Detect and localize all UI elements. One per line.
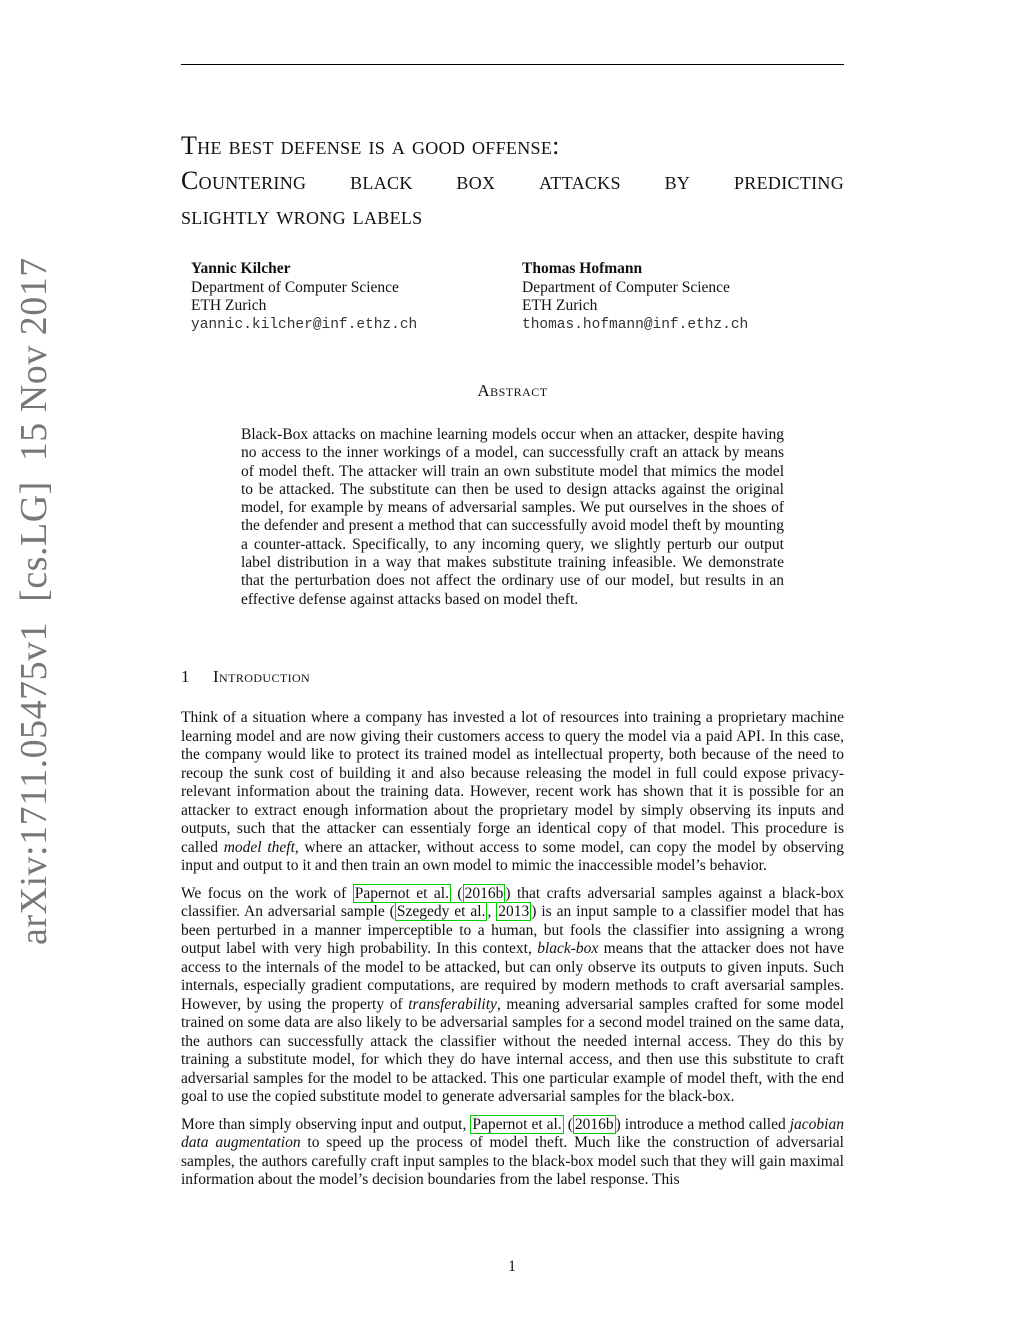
title-line-2: Countering black box attacks by predicting bbox=[181, 166, 844, 195]
emphasis: black-box bbox=[537, 940, 599, 957]
citation-year-link[interactable]: 2013 bbox=[498, 903, 530, 920]
text-run: Think of a situation where a company has invested a lot of resources into training a proprietary machine learning model and are now giving their customers access to query the model via a paid API. In this case, the company would like to protect its trained model as intellectual property, both because of the need to recoup the sunk cost of building it and also because releasing the model in full could expose privacy-relevant information about the training data. However, recent work has shown that it is possible for an attacker to extract enough information about the proprietary model by simply observing its inputs and outputs, such that the attacker can essentialy forge an identical copy of that model. This procedure is called bbox=[181, 709, 844, 856]
author-name: Yannic Kilcher bbox=[191, 260, 291, 277]
author-institution: ETH Zurich bbox=[191, 297, 267, 314]
emphasis: jacobian data augmentation bbox=[181, 1115, 844, 1151]
body-text bbox=[181, 709, 844, 1199]
paper-title bbox=[181, 128, 844, 233]
title-line-1: The best defense is a good offense: bbox=[181, 131, 560, 160]
author-department: Department of Computer Science bbox=[522, 278, 730, 296]
author-department: Department of Computer Science bbox=[191, 278, 399, 296]
author-block-1 bbox=[191, 260, 417, 334]
text-run: , meaning adversarial samples crafted for some model trained on some data are also likely to be adversarial samples for a second model trained on the same data, the authors can successfully attack the classifier without the needed internal access. They do this by training a substitute model, for which they do have internal access, and then use this substitute to craft adversarial samples for the model to be attacked. This one particular example of model theft, with the end goal to use the copied substitute model to generate adversarial samples for the black-box. bbox=[181, 995, 844, 1105]
text-run: , bbox=[487, 903, 497, 920]
text-run: ) introduce a method called bbox=[615, 1115, 790, 1133]
citation-link[interactable]: Papernot et al. bbox=[354, 884, 449, 902]
top-rule bbox=[181, 64, 844, 65]
abstract-text: Black-Box attacks on machine learning models occur when an attacker, despite having no access to the inner workings of a model, can successfully craft an attack by means of model theft. The attacker will train an own substitute model that mimics the model to be attacked. The substitute can then be used to design attacks against the original model, for example by means of adversarial samples. We put ourselves in the shoes of the defender and present a method that can successfully avoid model theft by mounting a counter-attack. Specifically, to any incoming query, we slightly perturb our output label distribution in a way that makes substitute training infeasible. We demonstrate that the perturbation does not affect the ordinary use of our model, but results in an effective defense against attacks based on model theft. bbox=[241, 426, 784, 608]
author-name: Thomas Hofmann bbox=[522, 260, 643, 277]
author-institution: ETH Zurich bbox=[522, 297, 598, 314]
text-run: ( bbox=[450, 884, 463, 902]
emphasis: transferability bbox=[408, 995, 497, 1013]
citation-link[interactable]: Szegedy et al. bbox=[396, 903, 486, 920]
abstract-heading: Abstract bbox=[477, 381, 548, 400]
citation-year-link[interactable]: 2016b bbox=[464, 884, 504, 902]
author-email[interactable]: thomas.hofmann@inf.ethz.ch bbox=[522, 316, 749, 333]
citation-year-link[interactable]: 2016b bbox=[574, 1115, 614, 1133]
page-number: 1 bbox=[508, 1258, 516, 1275]
author-block-2 bbox=[522, 260, 748, 334]
section-number: 1 bbox=[181, 667, 190, 686]
emphasis: model theft bbox=[223, 838, 295, 856]
text-run: means that the attacker does not have access to the internals of the model to be attacked, but can only observe its outputs to given inputs. Such internals, especially gradient computations, are required by modern methods to craft aversarial samples. However, by using the property of bbox=[181, 940, 845, 1013]
text-run: to speed up the process of model theft. Much like the construction of adversarial samples, the authors carefully craft input samples to the black-box model such that they will gain maximal information about the model’s decision boundaries from the label response. This bbox=[181, 1134, 844, 1188]
text-run: More than simply observing input and output, bbox=[181, 1115, 471, 1133]
paragraph-2 bbox=[181, 885, 844, 1107]
paragraph-1 bbox=[181, 709, 844, 876]
citation-link[interactable]: Papernot et al. bbox=[472, 1115, 562, 1133]
arxiv-identifier-stamp: arXiv:1711.05475v1 [cs.LG] 15 Nov 2017 bbox=[13, 257, 55, 945]
paragraph-3 bbox=[181, 1116, 844, 1190]
text-run: ) that crafts adversarial samples against a black-box classifier. An adversarial sample ( bbox=[181, 884, 844, 920]
section-heading bbox=[181, 667, 310, 687]
text-run: ) is an input sample to a classifier model that has been perturbed in a manner imperceptible to a human, but fools the classifier into assigning a wrong output label with very high probability. In this context, bbox=[181, 903, 844, 957]
section-title: Introduction bbox=[213, 667, 311, 686]
text-run: ( bbox=[563, 1115, 573, 1133]
title-line-3: slightly wrong labels bbox=[181, 201, 423, 230]
text-run: We focus on the work of bbox=[181, 884, 353, 902]
author-email[interactable]: yannic.kilcher@inf.ethz.ch bbox=[191, 316, 418, 333]
text-run: , where an attacker, without access to some model, can copy the model by observing input and output to it and then train an own model to mimic the inaccessible model’s behavior. bbox=[181, 838, 844, 874]
